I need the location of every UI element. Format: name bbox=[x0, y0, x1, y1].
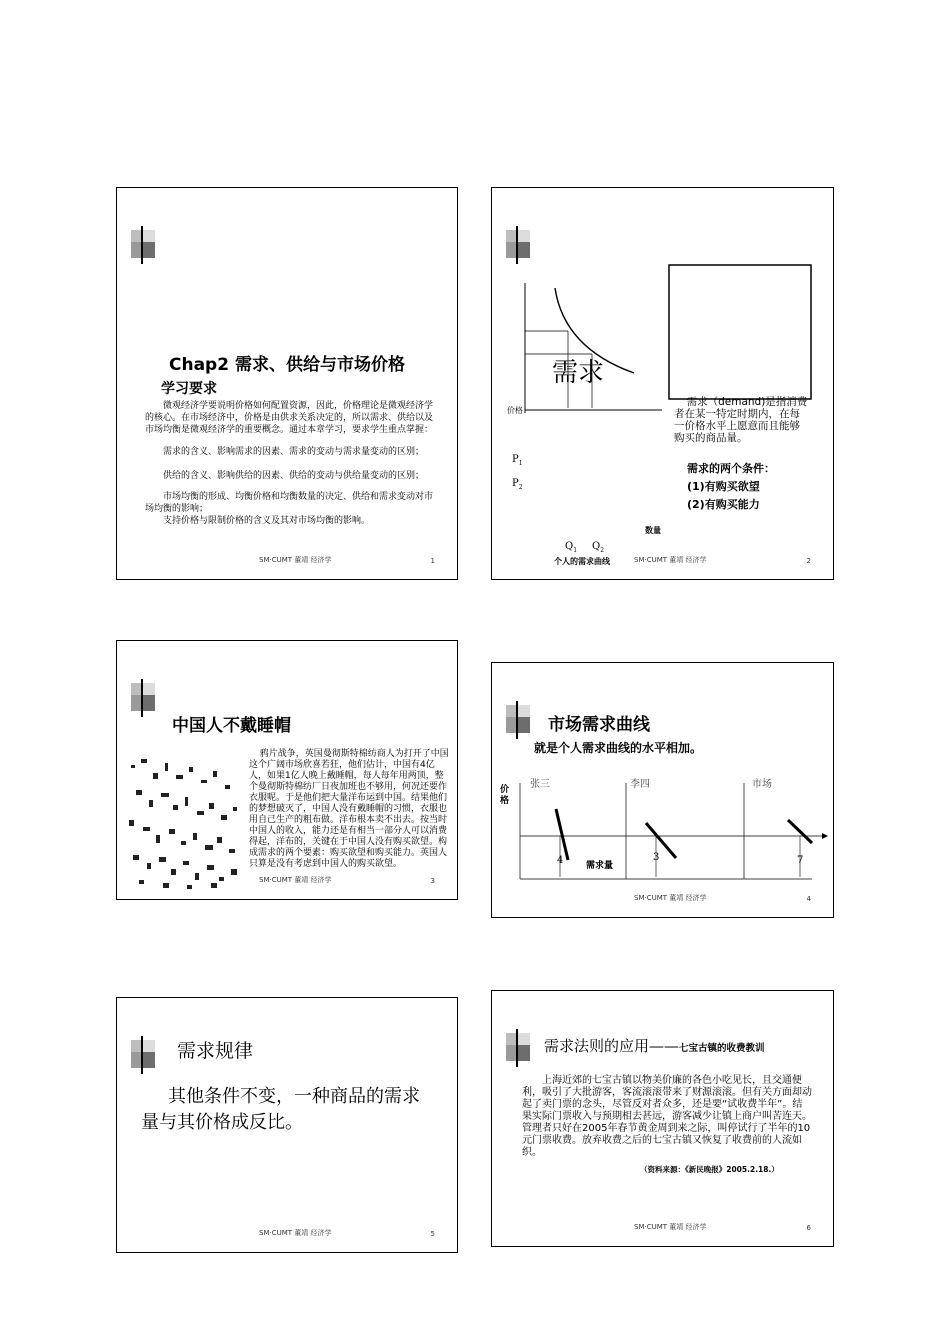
chart-caption: 个人的需求曲线 bbox=[554, 557, 610, 566]
demand-definition: 需求（demand)是指消费者在某一特定时期内，在每一价格水平上愿意而且能够购买的商品量。 bbox=[674, 396, 808, 444]
slide-footer: SM·CUMT 董靖 经济学 bbox=[634, 556, 707, 564]
demand-curve-chart bbox=[492, 188, 834, 580]
nightcap-story: 鸦片战争，英国曼彻斯特棉纺商人为打开了中国这个广阔市场欣喜若狂，他们估计，中国有4亿人，如果1亿人晚上戴睡帽，每人每年用两顶，整个曼彻斯特棉纺厂日夜加班也不够用，何况还要作衣服呢。于是他们把大量洋布运到中国。结果他们的梦想破灭了，中国人没有戴睡帽的习惯，衣服也用自己生产的粗布做。洋布根本卖不出去。按当时中国人的收入，能力还是有相当一部分人可以消费得起，洋布的，关键在于中国人没有购买欲望。构成需求的两个要素：购买欲望和购买能力。英国人只算是没有考虑到中国人的购买欲望。 bbox=[249, 749, 449, 869]
intro-paragraph: 微观经济学要说明价格如何配置资源，因此，价格理论是微观经济学的核心。在市场经济中，价格是由供求关系决定的，所以需求、供给以及市场均衡是微观经济学的重要概念。通过本章学习，要求学生重点掌握： bbox=[145, 401, 434, 435]
q1-label: $Q_1$ bbox=[565, 541, 578, 554]
page-number: 2 bbox=[806, 557, 811, 565]
slide-title: 需求规律 bbox=[177, 1040, 254, 1062]
slide-footer: SM·CUMT 董靖 经济学 bbox=[259, 556, 332, 564]
source-note: （资料来源：《新民晚报》2005.2.18.） bbox=[640, 1165, 779, 1174]
page-number: 6 bbox=[806, 1224, 811, 1232]
y-axis-label: 价格 bbox=[500, 785, 510, 806]
requirement-item: 支持价格与限制价格的含义及其对市场均衡的影响。 bbox=[163, 516, 371, 526]
slide-footer: SM·CUMT 董靖 经济学 bbox=[259, 876, 332, 884]
slide-logo-icon bbox=[131, 679, 157, 717]
slide-subtitle: 就是个人需求曲线的水平相加。 bbox=[534, 741, 703, 755]
consumer-name: 张三 bbox=[530, 779, 550, 790]
slide-logo-icon bbox=[131, 1036, 157, 1074]
page-number: 1 bbox=[430, 557, 435, 565]
requirement-item: 需求的含义、影响需求的因素、需求的变动与需求量变动的区别； bbox=[163, 447, 425, 457]
slide-5 bbox=[116, 997, 458, 1253]
qty-label: 3 bbox=[653, 852, 660, 863]
requirement-item: 市场均衡的形成、均衡价格和均衡数量的决定、供给和需求变动对市场均衡的影响； bbox=[145, 492, 434, 514]
definition-box bbox=[669, 265, 811, 399]
slide-subtitle: 学习要求 bbox=[161, 381, 217, 397]
qty-label: 4 bbox=[557, 855, 564, 866]
market-demand-chart bbox=[492, 663, 834, 918]
demand-big-label: 需求 bbox=[552, 358, 605, 388]
condition-item: (2)有购买能力 bbox=[687, 498, 760, 511]
demand-line-lisi bbox=[646, 823, 676, 858]
slide-title: Chap2 需求、供给与市场价格 bbox=[169, 355, 405, 375]
requirement-item: 供给的含义、影响供给的因素、供给的变动与供给量变动的区别； bbox=[163, 471, 425, 481]
qibao-case-text: 上海近郊的七宝古镇以物美价廉的各色小吃见长，且交通便利，吸引了大批游客，客流滚滚带来了财源滚滚。但有关方面却动起了卖门票的念头，尽管反对者众多，还是要“试收费半年”。结果实际门票收入与预期相去甚远，游客减少让镇上商户叫苦连天。管理者只好在2005年春节黄金周到来之际，叫停试行了半年的10元门票收费。放弃收费之后的七宝古镇又恢复了收费前的人流如织。 bbox=[522, 1075, 812, 1158]
page-number: 3 bbox=[430, 877, 435, 885]
p1-label: $P_1$ bbox=[512, 454, 523, 467]
consumer-name: 李四 bbox=[630, 779, 650, 790]
x-axis-label: 数量 bbox=[645, 526, 661, 535]
demand-law-text: 其他条件不变，一种商品的需求量与其价格成反比。 bbox=[141, 1086, 420, 1133]
demand-line-zhangsan bbox=[556, 809, 568, 860]
slide-3 bbox=[116, 640, 458, 900]
slide-footer: SM·CUMT 董靖 经济学 bbox=[259, 1229, 332, 1237]
conditions-title: 需求的两个条件： bbox=[687, 462, 775, 475]
p2-label: $P_2$ bbox=[512, 478, 523, 491]
qty-label: 7 bbox=[797, 855, 804, 866]
slide-logo-icon bbox=[506, 1029, 532, 1067]
slide-logo-icon bbox=[131, 226, 157, 264]
page-number: 5 bbox=[430, 1230, 435, 1238]
slide-title: 中国人不戴睡帽 bbox=[172, 716, 291, 736]
slide-4 bbox=[491, 662, 834, 918]
y-axis-label: 价格 bbox=[507, 406, 523, 415]
nightcap-illustration bbox=[121, 745, 249, 893]
condition-item: (1)有购买欲望 bbox=[687, 480, 760, 493]
slide-1 bbox=[116, 187, 458, 580]
slide-footer: SM·CUMT 董靖 经济学 bbox=[634, 894, 707, 902]
slide-6 bbox=[491, 990, 834, 1247]
x-axis-label: 需求量 bbox=[586, 861, 614, 871]
slide-title: 市场需求曲线 bbox=[548, 715, 650, 735]
price-line-arrow bbox=[822, 833, 828, 839]
page-number: 4 bbox=[806, 895, 811, 903]
slide-2 bbox=[491, 187, 834, 580]
slide-footer: SM·CUMT 董靖 经济学 bbox=[634, 1223, 707, 1231]
q2-label: $Q_2$ bbox=[592, 541, 605, 554]
market-label: 市场 bbox=[752, 779, 772, 790]
slide-title: 需求法则的应用——七宝古镇的收费教训 bbox=[544, 1037, 765, 1055]
